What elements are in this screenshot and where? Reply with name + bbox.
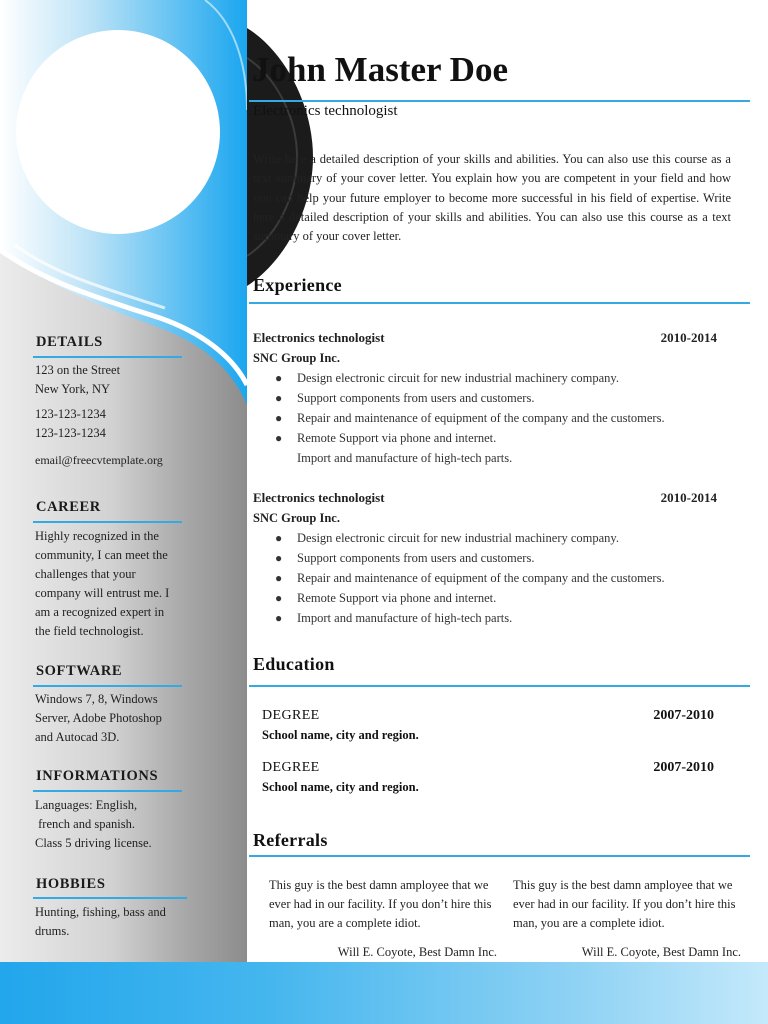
job-company: SNC Group Inc.	[253, 511, 340, 525]
degree-years: 2007-2010	[653, 760, 714, 775]
bullet-icon: ●	[275, 591, 283, 605]
job-role: Electronics technologist	[253, 330, 385, 345]
hobbies-text	[35, 903, 195, 941]
bullet-icon: ●	[275, 371, 283, 385]
address-line-1: 123 on the Street	[35, 363, 121, 377]
informations-heading: INFORMATIONS	[36, 768, 159, 784]
duty-text: Remote Support via phone and internet.	[297, 431, 497, 445]
informations-line: Class 5 driving license.	[35, 836, 152, 850]
address-line-2: New York, NY	[35, 382, 111, 396]
duty-text: Repair and maintenance of equipment of the company and the customers.	[297, 571, 665, 585]
list-item	[253, 588, 733, 608]
list-item	[253, 608, 733, 628]
software-rule	[33, 685, 182, 687]
referral-author: Will E. Coyote, Best Damn Inc.	[581, 945, 741, 959]
duty-text: Design electronic circuit for new industrial machinery company.	[297, 371, 619, 385]
job-role: Electronics technologist	[253, 490, 385, 505]
bullet-icon: ●	[275, 431, 283, 445]
job-duties	[253, 528, 733, 628]
bullet-icon: ●	[275, 571, 283, 585]
name-rule	[249, 100, 750, 102]
duty-text: Design electronic circuit for new industrial machinery company.	[297, 531, 619, 545]
informations-rule	[33, 790, 182, 792]
school-name: School name, city and region.	[262, 780, 419, 794]
list-item	[253, 548, 733, 568]
experience-heading: Experience	[253, 275, 342, 295]
list-item	[253, 388, 733, 408]
duty-text: Import and manufacture of high-tech parts.	[297, 451, 513, 465]
sidebar	[0, 0, 247, 962]
job-duties	[253, 368, 733, 468]
career-line: the field technologist.	[35, 624, 144, 638]
career-text	[35, 527, 195, 641]
referral-author: Will E. Coyote, Best Damn Inc.	[337, 945, 497, 959]
degree-label: DEGREE	[262, 760, 320, 775]
details-heading: DETAILS	[36, 334, 103, 350]
education-rule	[249, 685, 750, 687]
list-item	[253, 528, 733, 548]
job-header	[253, 328, 733, 348]
duty-text: Remote Support via phone and internet.	[297, 591, 497, 605]
software-heading: SOFTWARE	[36, 663, 123, 679]
informations-line: french and spanish.	[35, 817, 135, 831]
bullet-icon: ●	[275, 531, 283, 545]
referral-text: This guy is the best damn amployee that we ever had in our facility. If you don’t hire this man, you are a complete idiot.	[513, 878, 736, 930]
referral-2	[513, 876, 741, 960]
career-line: challenges that your	[35, 567, 136, 581]
referrals-heading: Referrals	[253, 830, 328, 850]
bullet-icon: ●	[275, 391, 283, 405]
education-entry-1	[262, 706, 714, 745]
bullet-icon: ●	[275, 411, 283, 425]
job-company: SNC Group Inc.	[253, 351, 340, 365]
bullet-icon: ●	[275, 611, 283, 625]
photo-placeholder	[16, 30, 220, 234]
school-name: School name, city and region.	[262, 728, 419, 742]
list-item	[253, 568, 733, 588]
list-item	[253, 408, 733, 428]
referrals-rule	[249, 855, 750, 857]
summary-text: Write here a detailed description of your skills and abilities. You can also use this course as a text summary of your cover letter. You explain how you are competent in your field and how you can help your future employer to become more successful in his field of expertise. Write here a detailed description of your skills and abilities. You can also use this course as a text summary of your cover letter.	[253, 152, 731, 244]
software-line: Server, Adobe Photoshop	[35, 711, 162, 725]
job-entry-1	[253, 328, 733, 468]
education-header	[262, 758, 714, 777]
career-rule	[33, 521, 182, 523]
software-text	[35, 690, 195, 747]
informations-line: Languages: English,	[35, 798, 138, 812]
hobbies-rule	[33, 897, 187, 899]
candidate-name: John Master Doe	[252, 50, 508, 89]
degree-years: 2007-2010	[653, 708, 714, 723]
hobbies-line: drums.	[35, 924, 70, 938]
job-title: Electronics technologist	[253, 103, 398, 119]
duty-text: Import and manufacture of high-tech parts.	[297, 611, 513, 625]
software-line: and Autocad 3D.	[35, 730, 120, 744]
bullet-icon: ●	[275, 551, 283, 565]
list-item	[253, 448, 733, 468]
email-link[interactable]: email@freecvtemplate.org	[35, 453, 163, 467]
informations-text	[35, 796, 195, 853]
duty-text: Support components from users and customers.	[297, 551, 535, 565]
career-heading: CAREER	[36, 499, 101, 515]
software-line: Windows 7, 8, Windows	[35, 692, 158, 706]
job-entry-2	[253, 488, 733, 628]
education-header	[262, 706, 714, 725]
footer-band	[0, 962, 768, 1024]
list-item	[253, 368, 733, 388]
job-years: 2010-2014	[660, 330, 717, 345]
career-line: Highly recognized in the	[35, 529, 159, 543]
phone-2: 123-123-1234	[35, 426, 106, 440]
career-line: am a recognized expert in	[35, 605, 165, 619]
job-header	[253, 488, 733, 508]
referral-text: This guy is the best damn amployee that we ever had in our facility. If you don’t hire this man, you are a complete idiot.	[269, 878, 492, 930]
career-line: company will entrust me. I	[35, 586, 170, 600]
job-years: 2010-2014	[660, 490, 717, 505]
details-block	[35, 361, 195, 470]
duty-text: Support components from users and customers.	[297, 391, 535, 405]
education-entry-2	[262, 758, 714, 797]
duty-text: Repair and maintenance of equipment of the company and the customers.	[297, 411, 665, 425]
hobbies-line: Hunting, fishing, bass and	[35, 905, 166, 919]
degree-label: DEGREE	[262, 708, 320, 723]
hobbies-heading: HOBBIES	[36, 876, 106, 892]
list-item	[253, 428, 733, 448]
career-line: community, I can meet the	[35, 548, 168, 562]
referral-1	[269, 876, 497, 960]
education-heading: Education	[253, 654, 335, 674]
experience-rule	[249, 302, 750, 304]
details-rule	[33, 356, 182, 358]
phone-1: 123-123-1234	[35, 407, 106, 421]
